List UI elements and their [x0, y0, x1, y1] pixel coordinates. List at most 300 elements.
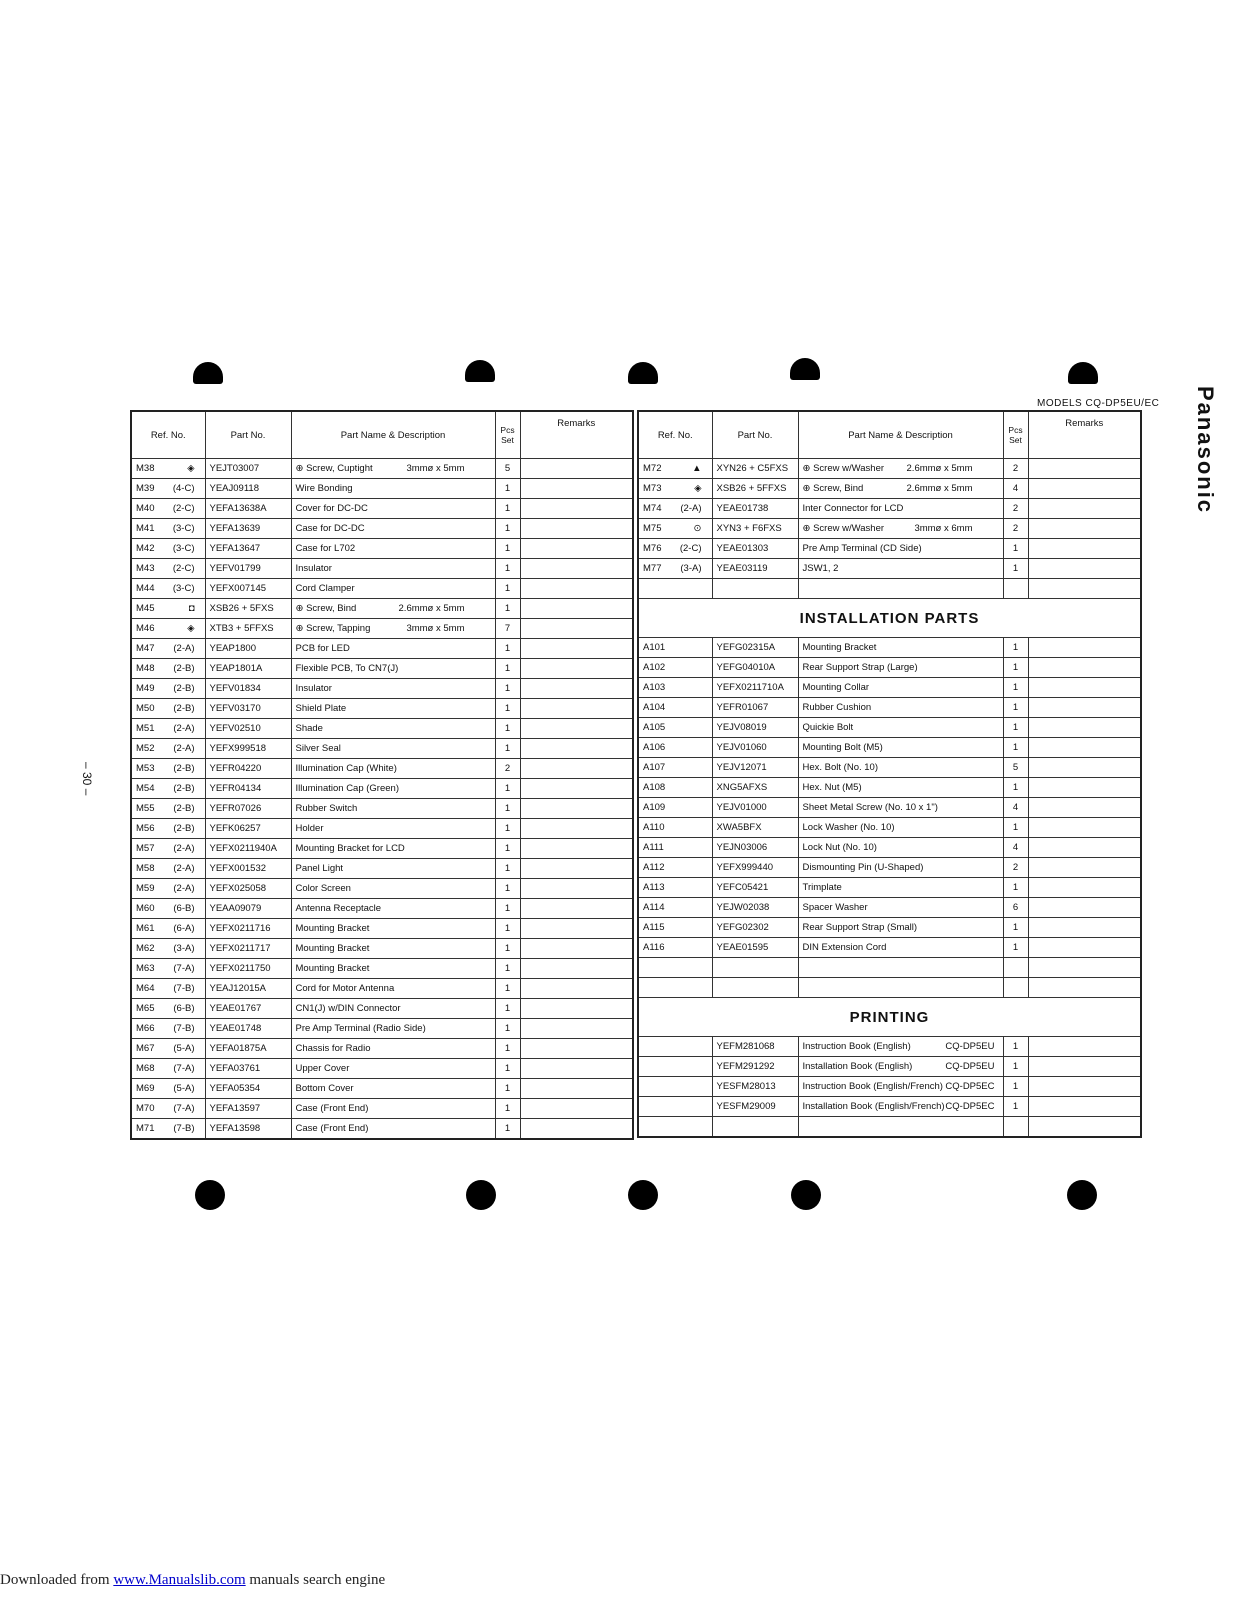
table-row	[131, 819, 633, 839]
ref-no: M74	[643, 503, 662, 514]
pcs-set: 1	[1003, 818, 1028, 838]
description-cell	[798, 1057, 1003, 1077]
remarks-cell	[1028, 1037, 1141, 1057]
ref-no: M57	[136, 843, 155, 854]
remarks-cell	[520, 859, 633, 879]
part-no: YEFX999440	[712, 858, 798, 878]
remarks-cell	[1028, 738, 1141, 758]
ref-no: M60	[136, 903, 155, 914]
ref-no-cell	[131, 919, 205, 939]
description-cell	[291, 719, 495, 739]
ref-no-cell	[131, 1079, 205, 1099]
remarks-cell	[520, 959, 633, 979]
ref-no: A106	[638, 738, 712, 758]
table-row	[131, 839, 633, 859]
table-row	[131, 919, 633, 939]
table-row	[131, 799, 633, 819]
section-title: PRINTING	[638, 998, 1141, 1037]
pcs-set: 1	[1003, 658, 1028, 678]
ref-no: M54	[136, 783, 155, 794]
part-no: YEJW02038	[712, 898, 798, 918]
table-row	[131, 1059, 633, 1079]
part-description: Rear Support Strap (Large)	[798, 658, 1003, 678]
part-description: Cord Clamper	[295, 583, 355, 594]
ref-no: M52	[136, 743, 155, 754]
table-row	[638, 758, 1141, 778]
table-row	[131, 879, 633, 899]
pcs-set: 1	[495, 499, 520, 519]
remarks-cell	[520, 639, 633, 659]
ref-no: A108	[638, 778, 712, 798]
ref-no-cell	[131, 459, 205, 479]
remarks-cell	[1028, 579, 1141, 599]
ref-no: M47	[136, 643, 155, 654]
part-description: Rubber Cushion	[798, 698, 1003, 718]
ref-no: M58	[136, 863, 155, 874]
location-code: (4-C)	[172, 483, 195, 494]
pcs-set: 1	[495, 599, 520, 619]
ref-no: M41	[136, 523, 155, 534]
part-no: YEFA05354	[205, 1079, 291, 1099]
table-row	[638, 838, 1141, 858]
part-description: JSW1, 2	[802, 563, 839, 574]
description-cell	[798, 479, 1003, 499]
part-description: Case (Front End)	[295, 1123, 369, 1134]
header-pcs-set: Pcs Set	[1003, 411, 1028, 459]
part-description: Installation Book (English/French)	[802, 1101, 945, 1112]
registration-mark	[1067, 1180, 1097, 1210]
part-description: ⊕ Screw w/Washer	[802, 463, 885, 474]
location-code: (2-C)	[172, 563, 195, 574]
part-no: YEAE01595	[712, 938, 798, 958]
description-cell	[291, 919, 495, 939]
location-code: (2-C)	[172, 503, 195, 514]
part-description: Antenna Receptacle	[295, 903, 382, 914]
registration-mark	[790, 358, 820, 380]
remarks-cell	[520, 1119, 633, 1140]
ref-no-cell	[131, 739, 205, 759]
part-no: YEJN03006	[712, 838, 798, 858]
part-description: ⊕ Screw, Cuptight	[295, 463, 373, 474]
location-code: (3-C)	[172, 523, 195, 534]
part-description: Mounting Bracket	[798, 638, 1003, 658]
part-description: Spacer Washer	[798, 898, 1003, 918]
part-no	[712, 579, 798, 599]
ref-no: A109	[638, 798, 712, 818]
remarks-cell	[1028, 499, 1141, 519]
part-no: YEFV03170	[205, 699, 291, 719]
part-description: Cover for DC-DC	[295, 503, 368, 514]
location-code: (2-B)	[173, 783, 195, 794]
part-no: YEFX0211940A	[205, 839, 291, 859]
location-code: (2-A)	[680, 503, 702, 514]
pcs-set: 1	[1003, 718, 1028, 738]
description-cell	[291, 799, 495, 819]
description-cell	[291, 659, 495, 679]
ref-no: A103	[638, 678, 712, 698]
pcs-set: 6	[1003, 898, 1028, 918]
description-cell	[291, 679, 495, 699]
part-description: Pre Amp Terminal (CD Side)	[802, 543, 922, 554]
remarks-cell	[520, 819, 633, 839]
table-row	[638, 519, 1141, 539]
pcs-set: 5	[495, 459, 520, 479]
location-code: ◘	[188, 603, 195, 614]
part-no: YEFV01799	[205, 559, 291, 579]
part-no: YEJT03007	[205, 459, 291, 479]
part-description: Mounting Bracket	[295, 943, 370, 954]
remarks-cell	[520, 1079, 633, 1099]
registration-mark	[195, 1180, 225, 1210]
part-description: Lock Washer (No. 10)	[798, 818, 1003, 838]
table-row	[131, 1079, 633, 1099]
table-row	[638, 499, 1141, 519]
remarks-cell	[1028, 758, 1141, 778]
part-description: Insulator	[295, 683, 332, 694]
ref-no-cell	[131, 819, 205, 839]
location-code: (5-A)	[173, 1043, 195, 1054]
ref-no: A113	[638, 878, 712, 898]
ref-no: M77	[643, 563, 662, 574]
ref-no-cell	[131, 579, 205, 599]
pcs-set: 1	[1003, 918, 1028, 938]
ref-no: M39	[136, 483, 155, 494]
table-row	[638, 918, 1141, 938]
ref-no-cell	[131, 979, 205, 999]
table-row	[638, 479, 1141, 499]
part-description	[798, 978, 1003, 998]
description-cell	[291, 579, 495, 599]
ref-no: A101	[638, 638, 712, 658]
part-description: Instruction Book (English/French)	[802, 1081, 943, 1092]
table-row	[638, 539, 1141, 559]
remarks-cell	[1028, 838, 1141, 858]
part-description: CN1(J) w/DIN Connector	[295, 1003, 401, 1014]
table-row	[131, 719, 633, 739]
ref-no-cell	[638, 479, 712, 499]
ref-no-cell	[131, 1019, 205, 1039]
part-description: Lock Nut (No. 10)	[798, 838, 1003, 858]
remarks-cell	[1028, 678, 1141, 698]
part-size: 2.6mmø x 5mm	[906, 463, 973, 474]
part-no: YEFX001532	[205, 859, 291, 879]
ref-no: M56	[136, 823, 155, 834]
ref-no: M50	[136, 703, 155, 714]
ref-no: A107	[638, 758, 712, 778]
printing-header	[638, 998, 1141, 1037]
ref-no: M49	[136, 683, 155, 694]
part-description: Mounting Bracket for LCD	[295, 843, 405, 854]
pcs-set: 1	[495, 639, 520, 659]
table-row	[638, 579, 1141, 599]
registration-mark	[791, 1180, 821, 1210]
remarks-cell	[1028, 798, 1141, 818]
remarks-cell	[1028, 1117, 1141, 1138]
description-cell	[291, 759, 495, 779]
ref-no: M51	[136, 723, 155, 734]
table-row	[638, 638, 1141, 658]
manualslib-link[interactable]: www.Manualslib.com	[113, 1572, 246, 1588]
ref-no-cell	[131, 1059, 205, 1079]
ref-no: M63	[136, 963, 155, 974]
location-code: (2-B)	[173, 663, 195, 674]
part-description	[798, 958, 1003, 978]
pcs-set: 1	[495, 579, 520, 599]
description-cell	[291, 1119, 495, 1140]
part-description: Inter Connector for LCD	[802, 503, 904, 514]
part-no: YEAA09079	[205, 899, 291, 919]
parts-table-left	[130, 410, 634, 1140]
part-description: Insulator	[295, 563, 332, 574]
description-cell	[291, 879, 495, 899]
registration-mark	[1068, 362, 1098, 384]
pcs-set: 1	[495, 899, 520, 919]
pcs-set: 1	[495, 659, 520, 679]
description-cell	[291, 539, 495, 559]
pcs-set: 1	[495, 679, 520, 699]
part-description: Bottom Cover	[295, 1083, 354, 1094]
location-code: (7-A)	[173, 1063, 195, 1074]
registration-mark	[193, 362, 223, 384]
description-cell	[798, 459, 1003, 479]
part-no: YEFC05421	[712, 878, 798, 898]
part-no: YEAP1801A	[205, 659, 291, 679]
ref-no-cell	[131, 659, 205, 679]
section-title: INSTALLATION PARTS	[638, 599, 1141, 638]
part-no: YEFG02302	[712, 918, 798, 938]
table-row	[131, 1099, 633, 1119]
table-row	[638, 898, 1141, 918]
ref-no: M61	[136, 923, 155, 934]
remarks-cell	[520, 1039, 633, 1059]
part-description: Chassis for Radio	[295, 1043, 371, 1054]
ref-no: M48	[136, 663, 155, 674]
table-row	[131, 979, 633, 999]
ref-no: M71	[136, 1123, 155, 1134]
ref-no: M72	[643, 463, 662, 474]
table-row	[131, 539, 633, 559]
part-description: Panel Light	[295, 863, 344, 874]
remarks-cell	[520, 1019, 633, 1039]
table-row	[131, 659, 633, 679]
remarks-cell	[520, 479, 633, 499]
part-no: YEFX0211716	[205, 919, 291, 939]
location-code: (2-A)	[173, 643, 195, 654]
part-no	[712, 978, 798, 998]
pcs-set: 4	[1003, 798, 1028, 818]
location-code: (2-A)	[173, 883, 195, 894]
ref-no: M64	[136, 983, 155, 994]
pcs-set: 1	[1003, 1097, 1028, 1117]
table-row	[131, 599, 633, 619]
ref-no-cell	[131, 759, 205, 779]
part-no: YEFA01875A	[205, 1039, 291, 1059]
part-no: XYN3 + F6FXS	[712, 519, 798, 539]
pcs-set: 1	[1003, 1057, 1028, 1077]
part-no: YEAE03119	[712, 559, 798, 579]
remarks-cell	[520, 759, 633, 779]
page-number: – 30 –	[80, 762, 94, 796]
registration-mark	[628, 1180, 658, 1210]
remarks-cell	[1028, 658, 1141, 678]
description-cell	[291, 519, 495, 539]
location-code: (2-B)	[173, 703, 195, 714]
part-no: YEFR01067	[712, 698, 798, 718]
installation-parts-header	[638, 599, 1141, 638]
description-cell	[798, 559, 1003, 579]
model-code: CQ-DP5EC	[945, 1101, 995, 1112]
part-no	[712, 1117, 798, 1138]
ref-no-cell	[638, 539, 712, 559]
table-row	[131, 999, 633, 1019]
pcs-set: 4	[1003, 838, 1028, 858]
part-no: YEFG02315A	[712, 638, 798, 658]
ref-no: M70	[136, 1103, 155, 1114]
remarks-cell	[520, 519, 633, 539]
remarks-cell	[1028, 818, 1141, 838]
pcs-set: 1	[1003, 878, 1028, 898]
ref-no-cell	[131, 699, 205, 719]
remarks-cell	[1028, 778, 1141, 798]
pcs-set: 1	[495, 939, 520, 959]
location-code: (2-B)	[173, 683, 195, 694]
part-no: YEJV01000	[712, 798, 798, 818]
ref-no: M43	[136, 563, 155, 574]
part-no: YEFX0211750	[205, 959, 291, 979]
ref-no: A104	[638, 698, 712, 718]
remarks-cell	[520, 799, 633, 819]
table-row	[638, 459, 1141, 479]
table-row	[638, 858, 1141, 878]
description-cell	[291, 839, 495, 859]
pcs-set: 1	[495, 1039, 520, 1059]
ref-no: M46	[136, 623, 155, 634]
remarks-cell	[1028, 898, 1141, 918]
part-description: Illumination Cap (White)	[295, 763, 397, 774]
remarks-cell	[520, 579, 633, 599]
pcs-set: 1	[495, 779, 520, 799]
location-code: (2-A)	[173, 863, 195, 874]
part-description: Mounting Bolt (M5)	[798, 738, 1003, 758]
remarks-cell	[1028, 1097, 1141, 1117]
ref-no-cell	[131, 559, 205, 579]
location-code: (2-B)	[173, 803, 195, 814]
pcs-set	[1003, 579, 1028, 599]
part-description: Wire Bonding	[295, 483, 353, 494]
ref-no: A112	[638, 858, 712, 878]
remarks-cell	[1028, 1057, 1141, 1077]
description-cell	[291, 619, 495, 639]
pcs-set: 1	[495, 999, 520, 1019]
description-cell	[798, 1097, 1003, 1117]
ref-no: M55	[136, 803, 155, 814]
remarks-cell	[1028, 858, 1141, 878]
table-row	[131, 619, 633, 639]
part-no: YEAE01303	[712, 539, 798, 559]
part-description: Rear Support Strap (Small)	[798, 918, 1003, 938]
pcs-set	[1003, 958, 1028, 978]
remarks-cell	[1028, 978, 1141, 998]
part-description: Cord for Motor Antenna	[295, 983, 395, 994]
remarks-cell	[520, 899, 633, 919]
description-cell	[291, 459, 495, 479]
registration-mark	[466, 1180, 496, 1210]
model-code: CQ-DP5EU	[945, 1061, 995, 1072]
part-size: 3mmø x 5mm	[406, 463, 465, 474]
ref-no: M76	[643, 543, 662, 554]
location-code: ◈	[187, 623, 195, 634]
table-row	[131, 1119, 633, 1140]
part-no: YEFG04010A	[712, 658, 798, 678]
part-description: Rubber Switch	[295, 803, 358, 814]
ref-no-cell	[131, 719, 205, 739]
table-row	[638, 878, 1141, 898]
remarks-cell	[520, 1059, 633, 1079]
pcs-set: 1	[495, 1079, 520, 1099]
ref-no-cell	[131, 999, 205, 1019]
part-description: Installation Book (English)	[802, 1061, 913, 1072]
table-row	[131, 959, 633, 979]
description-cell	[291, 1079, 495, 1099]
table-row	[638, 1077, 1141, 1097]
pcs-set: 2	[1003, 858, 1028, 878]
ref-no: M65	[136, 1003, 155, 1014]
pcs-set: 1	[495, 959, 520, 979]
description-cell	[291, 559, 495, 579]
part-description: Flexible PCB, To CN7(J)	[295, 663, 399, 674]
remarks-cell	[1028, 958, 1141, 978]
header-ref-no: Ref. No.	[131, 411, 205, 459]
location-code: (3-C)	[172, 543, 195, 554]
part-description: Hex. Nut (M5)	[798, 778, 1003, 798]
table-row	[638, 978, 1141, 998]
ref-no-cell	[131, 599, 205, 619]
pcs-set: 1	[495, 699, 520, 719]
header-remarks: Remarks	[520, 411, 633, 459]
part-description: Color Screen	[295, 883, 351, 894]
description-cell	[291, 599, 495, 619]
description-cell	[291, 859, 495, 879]
part-description: Hex. Bolt (No. 10)	[798, 758, 1003, 778]
table-row	[638, 738, 1141, 758]
remarks-cell	[520, 599, 633, 619]
part-no: YEAJ12015A	[205, 979, 291, 999]
ref-no-cell	[638, 459, 712, 479]
part-no: YEAE01767	[205, 999, 291, 1019]
ref-no: M42	[136, 543, 155, 554]
part-no: XYN26 + C5FXS	[712, 459, 798, 479]
table-row	[131, 639, 633, 659]
location-code: (7-B)	[173, 1123, 195, 1134]
ref-no: A110	[638, 818, 712, 838]
part-description: Trimplate	[798, 878, 1003, 898]
pcs-set: 4	[1003, 479, 1028, 499]
location-code: (5-A)	[173, 1083, 195, 1094]
ref-no-cell	[131, 859, 205, 879]
location-code: (6-A)	[173, 923, 195, 934]
remarks-cell	[520, 699, 633, 719]
header-part-no: Part No.	[205, 411, 291, 459]
part-description: Sheet Metal Screw (No. 10 x 1")	[798, 798, 1003, 818]
header-ref-no: Ref. No.	[638, 411, 712, 459]
location-code: (2-A)	[173, 843, 195, 854]
part-size: 2.6mmø x 5mm	[906, 483, 973, 494]
location-code: (3-A)	[173, 943, 195, 954]
part-description: Instruction Book (English)	[802, 1041, 911, 1052]
part-no: YEFR04220	[205, 759, 291, 779]
table-row	[638, 798, 1141, 818]
table-row	[131, 739, 633, 759]
